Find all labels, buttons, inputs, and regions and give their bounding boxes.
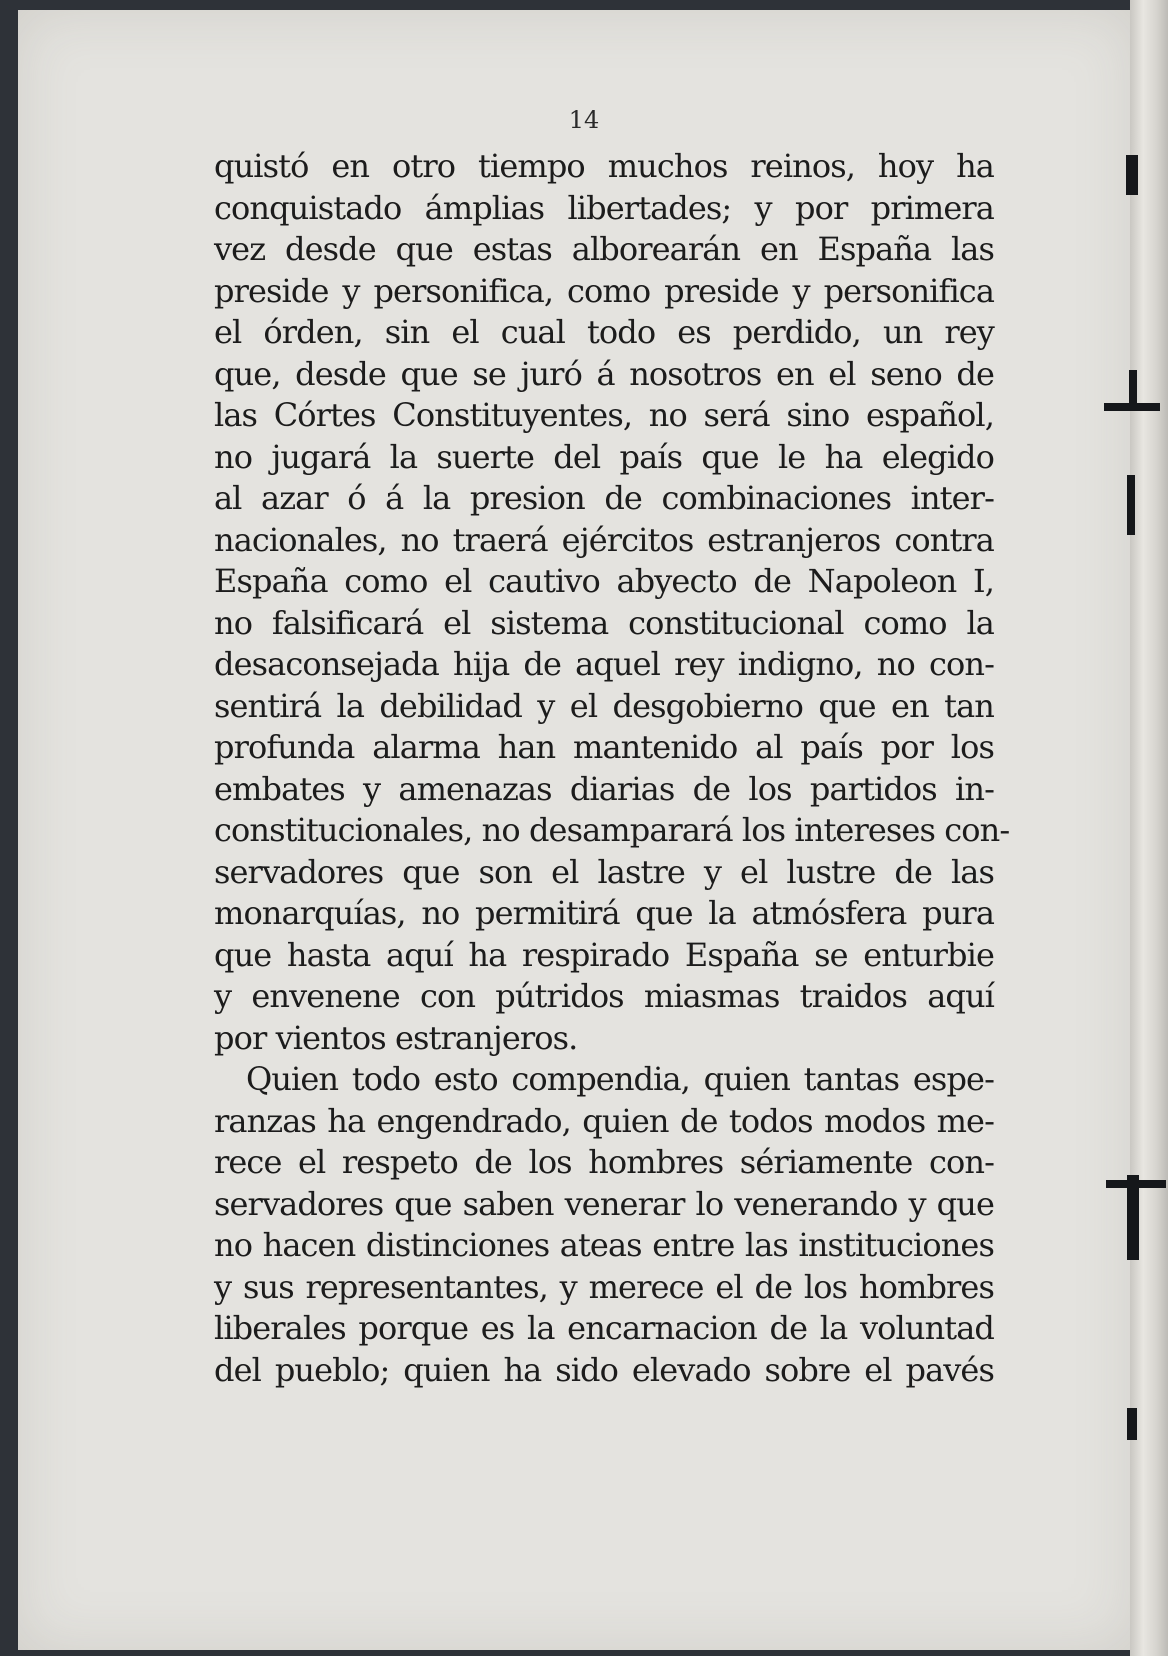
binding-stitch xyxy=(1127,1175,1139,1260)
text-line: que hasta aquí ha respirado España se enturbie xyxy=(214,935,994,974)
text-line: las Córtes Constituyentes, no será sino español, xyxy=(214,396,994,434)
binding-stitch xyxy=(1129,370,1137,410)
text-line: que, desde que se juró á nosotros en el seno de xyxy=(214,354,994,393)
paragraph xyxy=(214,1059,994,1391)
text-line: por vientos estranjeros. xyxy=(214,1018,578,1057)
binding-stitch xyxy=(1127,1408,1137,1440)
text-line: ranzas ha engendrado, quien de todos modos me- xyxy=(214,1101,994,1140)
text-line: conquistado ámplias libertades; y por primera xyxy=(214,188,994,227)
binding-stitch xyxy=(1126,155,1138,195)
paragraph xyxy=(214,146,1010,1059)
text-line: España como el cautivo abyecto de Napoleon I, xyxy=(214,562,994,600)
text-line: el órden, sin el cual todo es perdido, un rey xyxy=(214,313,994,351)
text-line: liberales porque es la encarnacion de la voluntad xyxy=(214,1309,994,1347)
text-line: preside y personifica, como preside y personifica xyxy=(214,271,994,310)
text-line: no falsificará el sistema constitucional como la xyxy=(214,603,994,642)
text-line: servadores que saben venerar lo venerando y que xyxy=(214,1184,994,1223)
text-line: constitucionales, no desamparará los intereses con- xyxy=(214,811,1010,849)
page-number: 14 xyxy=(568,106,600,134)
text-line: no jugará la suerte del país que le ha elegido xyxy=(214,437,994,476)
text-line: profunda alarma han mantenido al país por los xyxy=(214,728,994,766)
text-line: desaconsejada hija de aquel rey indigno, no con- xyxy=(214,645,994,683)
text-line: servadores que son el lastre y el lustre de las xyxy=(214,852,994,891)
text-line: monarquías, no permitirá que la atmósfera pura xyxy=(214,894,994,932)
text-line: al azar ó á la presion de combinaciones inter- xyxy=(214,479,994,517)
text-line: del pueblo; quien ha sido elevado sobre el pavés xyxy=(214,1350,994,1389)
text-line: nacionales, no traerá ejércitos estranjeros contra xyxy=(214,520,994,559)
text-line: sentirá la debilidad y el desgobierno que en tan xyxy=(214,686,994,725)
binding-stitch xyxy=(1127,475,1135,535)
text-line: y envenene con pútridos miasmas traidos aquí xyxy=(214,977,994,1015)
text-line: no hacen distinciones ateas entre las instituciones xyxy=(214,1226,994,1264)
text-line: rece el respeto de los hombres sériamente con- xyxy=(214,1143,994,1181)
text-line: embates y amenazas diarias de los partidos in- xyxy=(214,769,994,808)
text-line: Quien todo esto compendia, quien tantas espe- xyxy=(246,1060,994,1098)
body-text xyxy=(214,146,1010,1391)
text-line: y sus representantes, y merece el de los hombres xyxy=(214,1267,994,1306)
text-line: vez desde que estas alborearán en España las xyxy=(214,230,994,268)
text-line: quistó en otro tiempo muchos reinos, hoy ha xyxy=(214,147,994,185)
